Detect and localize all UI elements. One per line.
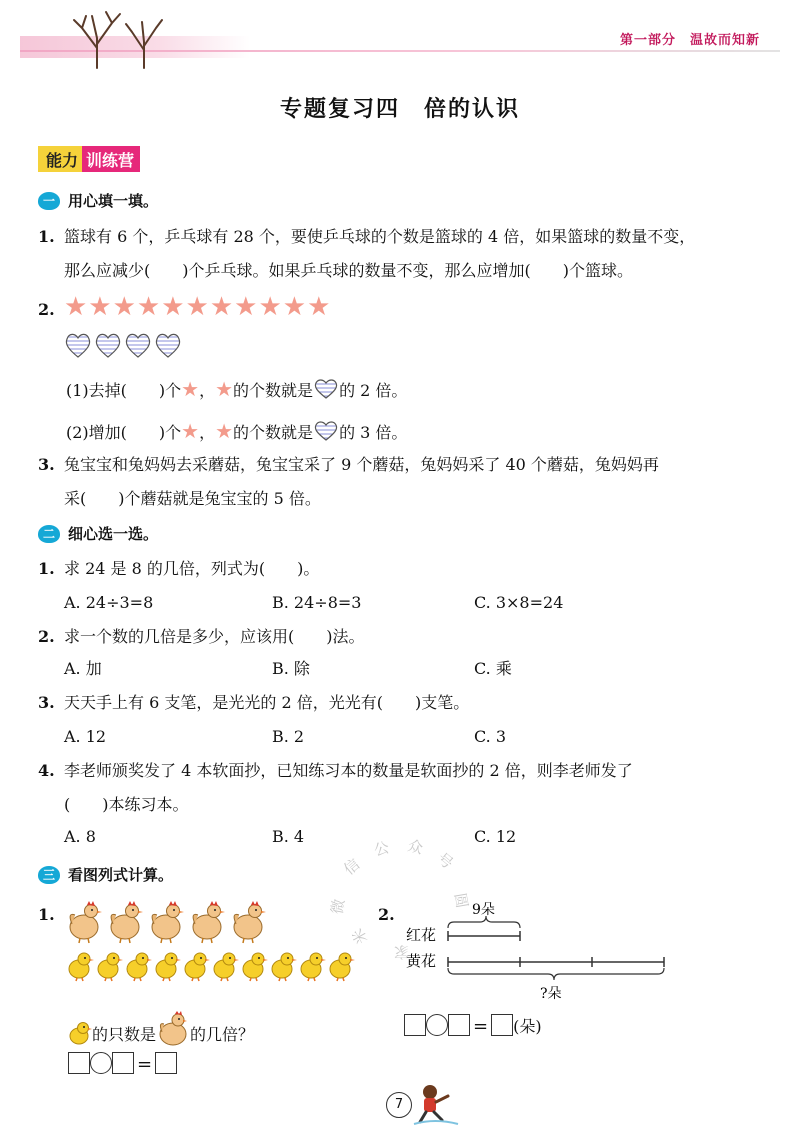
sub-text: 的 2 倍。 (339, 381, 408, 400)
page-number: 7 (386, 1092, 412, 1118)
banner-part2: 训练营 (82, 146, 140, 172)
question-text: 的几倍？ (190, 1025, 255, 1044)
section-number: 一 (38, 192, 60, 210)
option-b[interactable]: B. 24÷8=3 (272, 593, 362, 612)
chick-icon (95, 950, 123, 986)
question-text: 求 24 是 8 的几倍，列式为( )。 (64, 559, 320, 578)
section-banner (38, 146, 140, 172)
sub-text: ， (199, 423, 216, 442)
option-c[interactable]: C. 乘 (474, 659, 512, 678)
option-b[interactable]: B. 2 (272, 727, 305, 746)
choose-q2 (38, 626, 365, 648)
heart-icon (66, 334, 89, 357)
watermark-char: 米 (348, 925, 372, 948)
chick-icon (124, 950, 152, 986)
star-icon: ★ (215, 419, 234, 443)
answer-box[interactable] (448, 1014, 470, 1036)
option-a[interactable]: A. 加 (64, 659, 102, 678)
hen-icon (189, 900, 227, 948)
question-text: 求一个数的几倍是多少，应该用( )法。 (64, 627, 365, 646)
question-number: 1. (38, 905, 55, 924)
sub-text: (1)去掉( )个 (66, 381, 182, 400)
watermark-char: 微 (327, 897, 349, 916)
watermark-char: 家 (394, 943, 410, 961)
section-number: 二 (38, 525, 60, 543)
section-number: 三 (38, 866, 60, 884)
fill-q1-line1 (38, 226, 695, 248)
option-a[interactable]: A. 12 (64, 727, 107, 746)
chick-icon (240, 950, 268, 986)
fill-q2-sub2 (66, 420, 407, 444)
page-title: 专题复习四 倍的认识 (279, 97, 520, 122)
choose-q4-line2: ( )本练习本。 (64, 795, 189, 814)
watermark-char: 圆 (450, 891, 472, 910)
option-a[interactable]: A. 24÷3=8 (64, 593, 154, 612)
star-icon: ★ (215, 377, 234, 401)
chicks-row (66, 950, 366, 984)
picture-q1-answer-boxes (68, 1052, 177, 1075)
watermark-stamp (327, 830, 480, 980)
equals-sign: = (137, 1054, 153, 1075)
question-text: 天天手上有 6 支笔，是光光的 2 倍，光光有( )支笔。 (64, 693, 470, 712)
question-number: 3. (38, 693, 55, 712)
picture-q1-number (38, 904, 64, 926)
sub-text: (2)增加( )个 (66, 423, 182, 442)
picture-q2-answer-boxes (404, 1014, 542, 1037)
hen-icon (66, 900, 104, 948)
option-b[interactable]: B. 4 (272, 827, 305, 846)
header-section-tag: 第一部分 温故而知新 (619, 33, 760, 48)
watermark-char: 信 (340, 855, 364, 879)
heart-icon (96, 334, 119, 357)
section-heading-3 (38, 864, 173, 885)
question-text: 的只数是 (92, 1025, 157, 1044)
yellow-label: 黄花 (406, 952, 437, 970)
star-icon: ★ (181, 419, 200, 443)
hen-icon (156, 1010, 190, 1050)
equals-sign: = (473, 1016, 489, 1037)
section-label: 细心选一选。 (68, 525, 159, 543)
chick-icon (298, 950, 326, 986)
option-a[interactable]: A. 8 (64, 827, 96, 846)
option-c[interactable]: C. 3 (474, 727, 507, 746)
fill-q1-line2: 那么应减少( )个乒乓球。如果乒乓球的数量不变，那么应增加( )个篮球。 (64, 261, 633, 280)
hearts-row (64, 331, 188, 359)
heart-icon (313, 420, 339, 442)
answer-box[interactable] (155, 1052, 177, 1074)
bottom-label: ?朵 (540, 986, 562, 1002)
question-text: 篮球有 6 个，乒乓球有 28 个，要使乒乓球的个数是篮球的 4 倍，如果篮球的数量不变， (64, 227, 696, 246)
section-heading-1 (38, 190, 158, 211)
unit-label: (朵) (513, 1017, 542, 1036)
question-number: 4. (38, 761, 55, 780)
section-label: 用心填一填。 (68, 192, 159, 210)
operator-circle[interactable] (90, 1052, 112, 1074)
question-number: 2. (38, 627, 55, 646)
chick-icon (211, 950, 239, 986)
watermark-char: 众 (405, 836, 425, 858)
answer-box[interactable] (112, 1052, 134, 1074)
chick-icon (66, 950, 94, 986)
heart-icon (126, 334, 149, 357)
heart-icon (156, 334, 179, 357)
option-c[interactable]: C. 12 (474, 827, 517, 846)
hen-icon (148, 900, 186, 948)
top-label: 9朵 (472, 902, 495, 918)
chick-icon (269, 950, 297, 986)
section-heading-2 (38, 523, 158, 544)
picture-q1-question (66, 1010, 254, 1050)
sub-text: 的个数就是 (233, 381, 314, 400)
question-number: 2. (38, 300, 55, 319)
choose-q4-line1 (38, 760, 633, 782)
answer-box[interactable] (404, 1014, 426, 1036)
choose-q1 (38, 558, 319, 580)
choose-q3 (38, 692, 469, 714)
sub-text: 的个数就是 (233, 423, 314, 442)
question-number: 1. (38, 559, 55, 578)
chick-icon (182, 950, 210, 986)
sub-text: 的 3 倍。 (339, 423, 408, 442)
option-c[interactable]: C. 3×8=24 (474, 593, 564, 612)
chick-icon (153, 950, 181, 986)
fill-q3-line2: 采( )个蘑菇就是兔宝宝的 5 倍。 (64, 489, 321, 508)
answer-box[interactable] (68, 1052, 90, 1074)
question-text: 李老师颁奖发了 4 本软面抄，已知练习本的数量是软面抄的 2 倍，则李老师发了 (64, 761, 633, 780)
trees-illustration (62, 8, 172, 70)
operator-circle[interactable] (426, 1014, 448, 1036)
chick-icon (66, 1020, 92, 1046)
hens-row (66, 900, 296, 946)
option-b[interactable]: B. 除 (272, 659, 310, 678)
fill-q2-stars-row (38, 292, 332, 322)
watermark-char: 号 (433, 849, 457, 873)
sub-text: ， (199, 381, 216, 400)
question-number: 3. (38, 455, 55, 474)
fill-q2-sub1 (66, 378, 407, 402)
section-label: 看图列式计算。 (68, 866, 174, 884)
star-icon: ★ (181, 377, 200, 401)
mascot-figure (410, 1082, 460, 1126)
heart-icon (313, 378, 339, 400)
question-number: 1. (38, 227, 55, 246)
fill-q3-line1 (38, 454, 659, 476)
hen-icon (107, 900, 145, 948)
answer-box[interactable] (491, 1014, 513, 1036)
banner-part1: 能力 (38, 146, 82, 172)
hen-icon (230, 900, 268, 948)
stars-row: ★★★★★★★★★★★ (64, 292, 332, 322)
red-label: 红花 (406, 926, 437, 944)
question-text: 兔宝宝和兔妈妈去采蘑菇，兔宝宝采了 9 个蘑菇，兔妈妈采了 40 个蘑菇，兔妈妈再 (64, 455, 659, 474)
question-number: 2. (378, 905, 395, 924)
watermark-char: 公 (372, 838, 392, 860)
